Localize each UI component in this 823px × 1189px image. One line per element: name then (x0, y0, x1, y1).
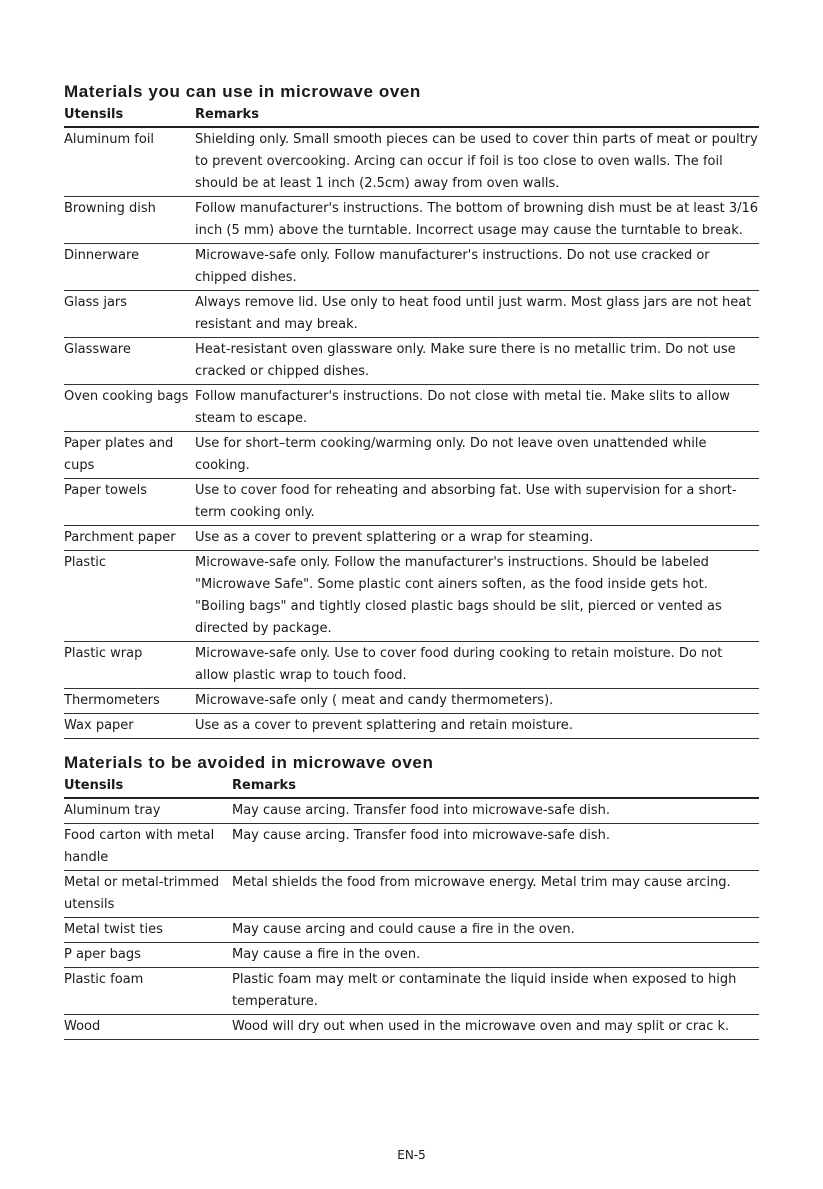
remark-cell: Use as a cover to prevent splattering or a wrap for steaming. (195, 530, 594, 545)
remark-cell: Follow manufacturer's instructions. Do not close with metal tie. Make slits to allow steam to escape. (195, 389, 730, 426)
remark-cell: Use for short–term cooking/warming only. Do not leave oven unattended while cooking. (195, 436, 707, 473)
utensil-cell: Food carton with metal handle (64, 828, 215, 865)
utensil-cell: Plastic wrap (64, 646, 143, 661)
utensil-cell: Plastic foam (64, 972, 144, 987)
remark-cell: Use to cover food for reheating and absorbing fat. Use with supervision for a short-term cooking only. (195, 483, 737, 520)
table-row (64, 197, 759, 244)
remark-cell: Use as a cover to prevent splattering and retain moisture. (195, 718, 573, 733)
utensil-cell: Paper towels (64, 483, 148, 498)
utensil-cell: Glassware (64, 342, 131, 357)
table-row (64, 338, 759, 385)
utensil-cell: P aper bags (64, 947, 141, 962)
remark-cell: May cause arcing and could cause a fire in the oven. (232, 922, 575, 937)
column-header-utensils: Utensils (64, 107, 124, 122)
table-header (64, 775, 759, 799)
utensil-cell: Paper plates and cups (64, 436, 174, 473)
section-safe-materials (64, 80, 759, 739)
remark-cell: Heat-resistant oven glassware only. Make sure there is no metallic trim. Do not use cracked or chipped dishes. (195, 342, 736, 379)
table-row (64, 385, 759, 432)
remark-cell: Always remove lid. Use only to heat food until just warm. Most glass jars are not heat resistant and may break. (195, 295, 752, 332)
utensil-cell: Thermometers (64, 693, 160, 708)
utensil-cell: Glass jars (64, 295, 128, 310)
document-page (64, 80, 759, 1040)
table-row (64, 432, 759, 479)
safe-materials-table (64, 128, 759, 739)
remark-cell: Microwave-safe only. Follow manufacturer's instructions. Do not use cracked or chipped dishes. (195, 248, 710, 285)
remark-cell: May cause arcing. Transfer food into microwave-safe dish. (232, 828, 610, 843)
utensil-cell: Wax paper (64, 718, 134, 733)
utensil-cell: Aluminum foil (64, 132, 155, 147)
table-row (64, 918, 759, 943)
table-row (64, 642, 759, 689)
table-row (64, 526, 759, 551)
section-title: Materials you can use in microwave oven (64, 82, 421, 101)
remark-cell: Shielding only. Small smooth pieces can be used to cover thin parts of meat or poultry to prevent overcooking. Arcing can occur if foil is too close to oven walls. The foil should be at least 1 inch (2.5cm) away from oven walls. (195, 132, 758, 191)
utensil-cell: Plastic (64, 555, 107, 570)
utensil-cell: Metal or metal-trimmed utensils (64, 875, 220, 912)
table-row (64, 479, 759, 526)
section-avoid-materials (64, 751, 759, 1040)
column-header-remarks: Remarks (232, 778, 296, 793)
table-row (64, 244, 759, 291)
table-row (64, 1015, 759, 1040)
utensil-cell: Dinnerware (64, 248, 140, 263)
remark-cell: Wood will dry out when used in the microwave oven and may split or crac k. (232, 1019, 730, 1034)
utensil-cell: Oven cooking bags (64, 389, 189, 404)
avoid-materials-table (64, 799, 759, 1040)
utensil-cell: Parchment paper (64, 530, 176, 545)
remark-cell: Plastic foam may melt or contaminate the liquid inside when exposed to high temperature. (232, 972, 737, 1009)
table-row (64, 871, 759, 918)
remark-cell: May cause arcing. Transfer food into microwave-safe dish. (232, 803, 610, 818)
section-title: Materials to be avoided in microwave oven (64, 753, 434, 772)
utensil-cell: Metal twist ties (64, 922, 163, 937)
remark-cell: Metal shields the food from microwave energy. Metal trim may cause arcing. (232, 875, 731, 890)
remark-cell: May cause a fire in the oven. (232, 947, 421, 962)
table-row (64, 291, 759, 338)
utensil-cell: Wood (64, 1019, 101, 1034)
table-row (64, 968, 759, 1015)
column-header-utensils: Utensils (64, 778, 124, 793)
remark-cell: Microwave-safe only. Use to cover food during cooking to retain moisture. Do not allow plastic wrap to touch food. (195, 646, 723, 683)
table-header (64, 104, 759, 128)
page-number: EN-5 (397, 1148, 426, 1162)
remark-cell: Follow manufacturer's instructions. The bottom of browning dish must be at least 3/16 inch (5 mm) above the turntable. Incorrect usage may cause the turntable to break. (195, 201, 759, 238)
table-row (64, 943, 759, 968)
column-header-remarks: Remarks (195, 107, 259, 122)
remark-cell: Microwave-safe only ( meat and candy thermometers). (195, 693, 554, 708)
utensil-cell: Aluminum tray (64, 803, 161, 818)
table-row (64, 689, 759, 714)
remark-cell: Microwave-safe only. Follow the manufacturer's instructions. Should be labeled "Microwave Safe". Some plastic cont ainers soften, as the food inside gets hot. "Boiling bags" and tightly closed plastic bags should be slit, pierced or vented as directed by package. (195, 555, 722, 636)
table-row (64, 714, 759, 739)
table-row (64, 128, 759, 197)
table-row (64, 824, 759, 871)
table-row (64, 799, 759, 824)
utensil-cell: Browning dish (64, 201, 156, 216)
table-row (64, 551, 759, 642)
